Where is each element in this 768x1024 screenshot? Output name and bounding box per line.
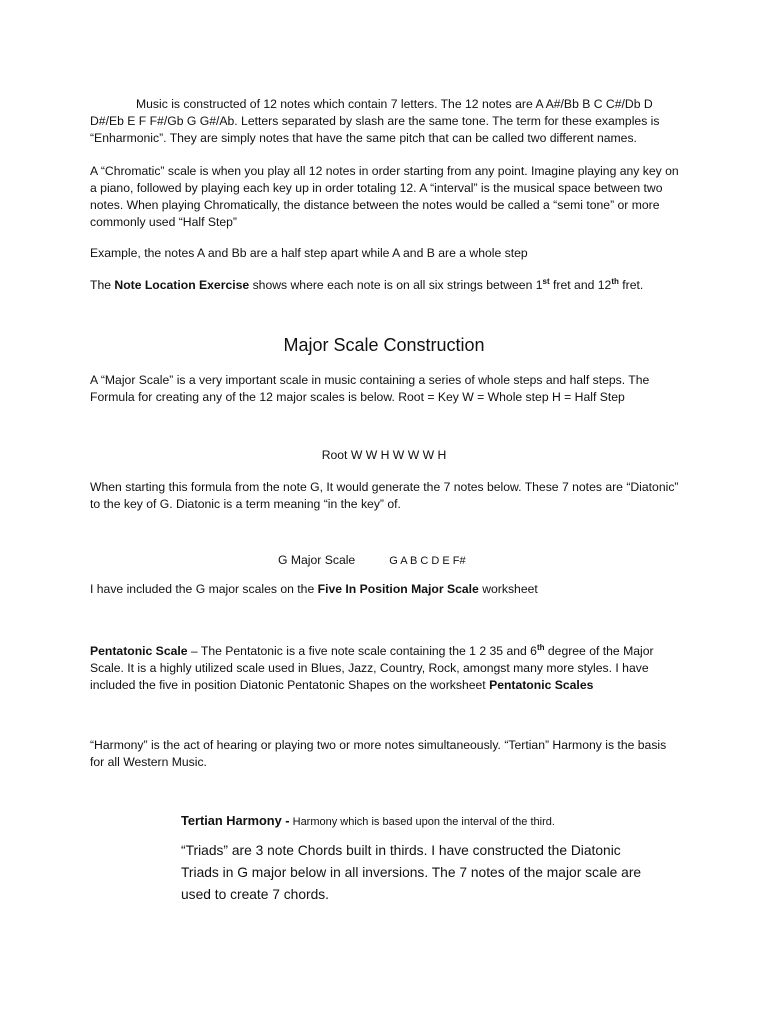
tertian-harmony-term: Tertian Harmony - [181,813,290,828]
text-run: shows where each note is on all six strings between 1 [249,278,543,292]
g-major-scale-line [278,552,578,570]
triads-paragraph: “Triads” are 3 note Chords built in thirds. I have constructed the Diatonic Triads in G major below in all inversions. The 7 notes of the major scale are used to create 7 chords. [181,843,642,902]
text-run: fret. [618,278,644,292]
tertian-harmony-definition: Harmony which is based upon the interval of the third. [289,816,555,828]
g-major-scale-notes: G A B C D E F# [389,555,466,567]
five-in-position-paragraph [90,581,680,598]
major-scale-paragraph: A “Major Scale” is a very important scale in music containing a series of whole steps and half steps. The Formula for creating any of the 12 major scales is below. Root = Key W = Whole step H = Half Step [90,373,650,404]
superscript: st [542,277,550,286]
section-heading: Major Scale Construction [283,335,485,355]
chromatic-paragraph: A “Chromatic” scale is when you play all 12 notes in order starting from any point. Imagine playing any key on a piano, followed by playing each key up in order totaling 12. A “interval” is the musical space between two notes. When playing Chromatically, the distance between the notes would be called a “semi tone” or more commonly used “Half Step” [90,164,679,229]
pentatonic-paragraph [90,643,680,694]
text-run: fret and 12 [549,278,612,292]
harmony-paragraph: “Harmony” is the act of hearing or playing two or more notes simultaneously. “Tertian” Harmony is the basis for all Western Music. [90,738,667,769]
g-major-scale-label: G Major Scale [278,553,356,567]
intro-paragraph: Music is constructed of 12 notes which contain 7 letters. The 12 notes are A A#/Bb B C C#/Db D D#/Eb E F F#/Gb G G#/Ab. Letters separated by slash are the same tone. The term for these examples is “Enharmonic”. They are simply notes that have the same pitch that can be called two different names. [90,97,660,145]
superscript: th [611,277,619,286]
half-step-example: Example, the notes A and Bb are a half step apart while A and B are a whole step [90,246,528,260]
text-run: – The Pentatonic is a five note scale containing the 1 2 35 and 6 [187,644,537,658]
text-run: The [90,278,115,292]
major-scale-formula: Root W W H W W W H [321,448,447,462]
diatonic-paragraph: When starting this formula from the note G, It would generate the 7 notes below. These 7 notes are “Diatonic” to the key of G. Diatonic is a term meaning “in the key” of. [90,480,679,511]
tertian-harmony-line [181,812,681,831]
pentatonic-scale-term: Pentatonic Scale [90,644,188,658]
superscript: th [536,643,545,652]
note-location-paragraph [90,277,680,294]
five-in-position-title: Five In Position Major Scale [317,582,479,596]
text-run: degree of the Major Scale. It is a highly utilized scale used in Blues, Jazz, Country, Rock, amongst many more styles. I have included the five in position Diatonic Pentatonic Shapes on the worksheet [90,644,654,692]
note-location-exercise-title: Note Location Exercise [114,278,250,292]
text-run: I have included the G major scales on the [90,582,318,596]
pentatonic-scales-title: Pentatonic Scales [489,678,594,692]
text-run: worksheet [478,582,538,596]
